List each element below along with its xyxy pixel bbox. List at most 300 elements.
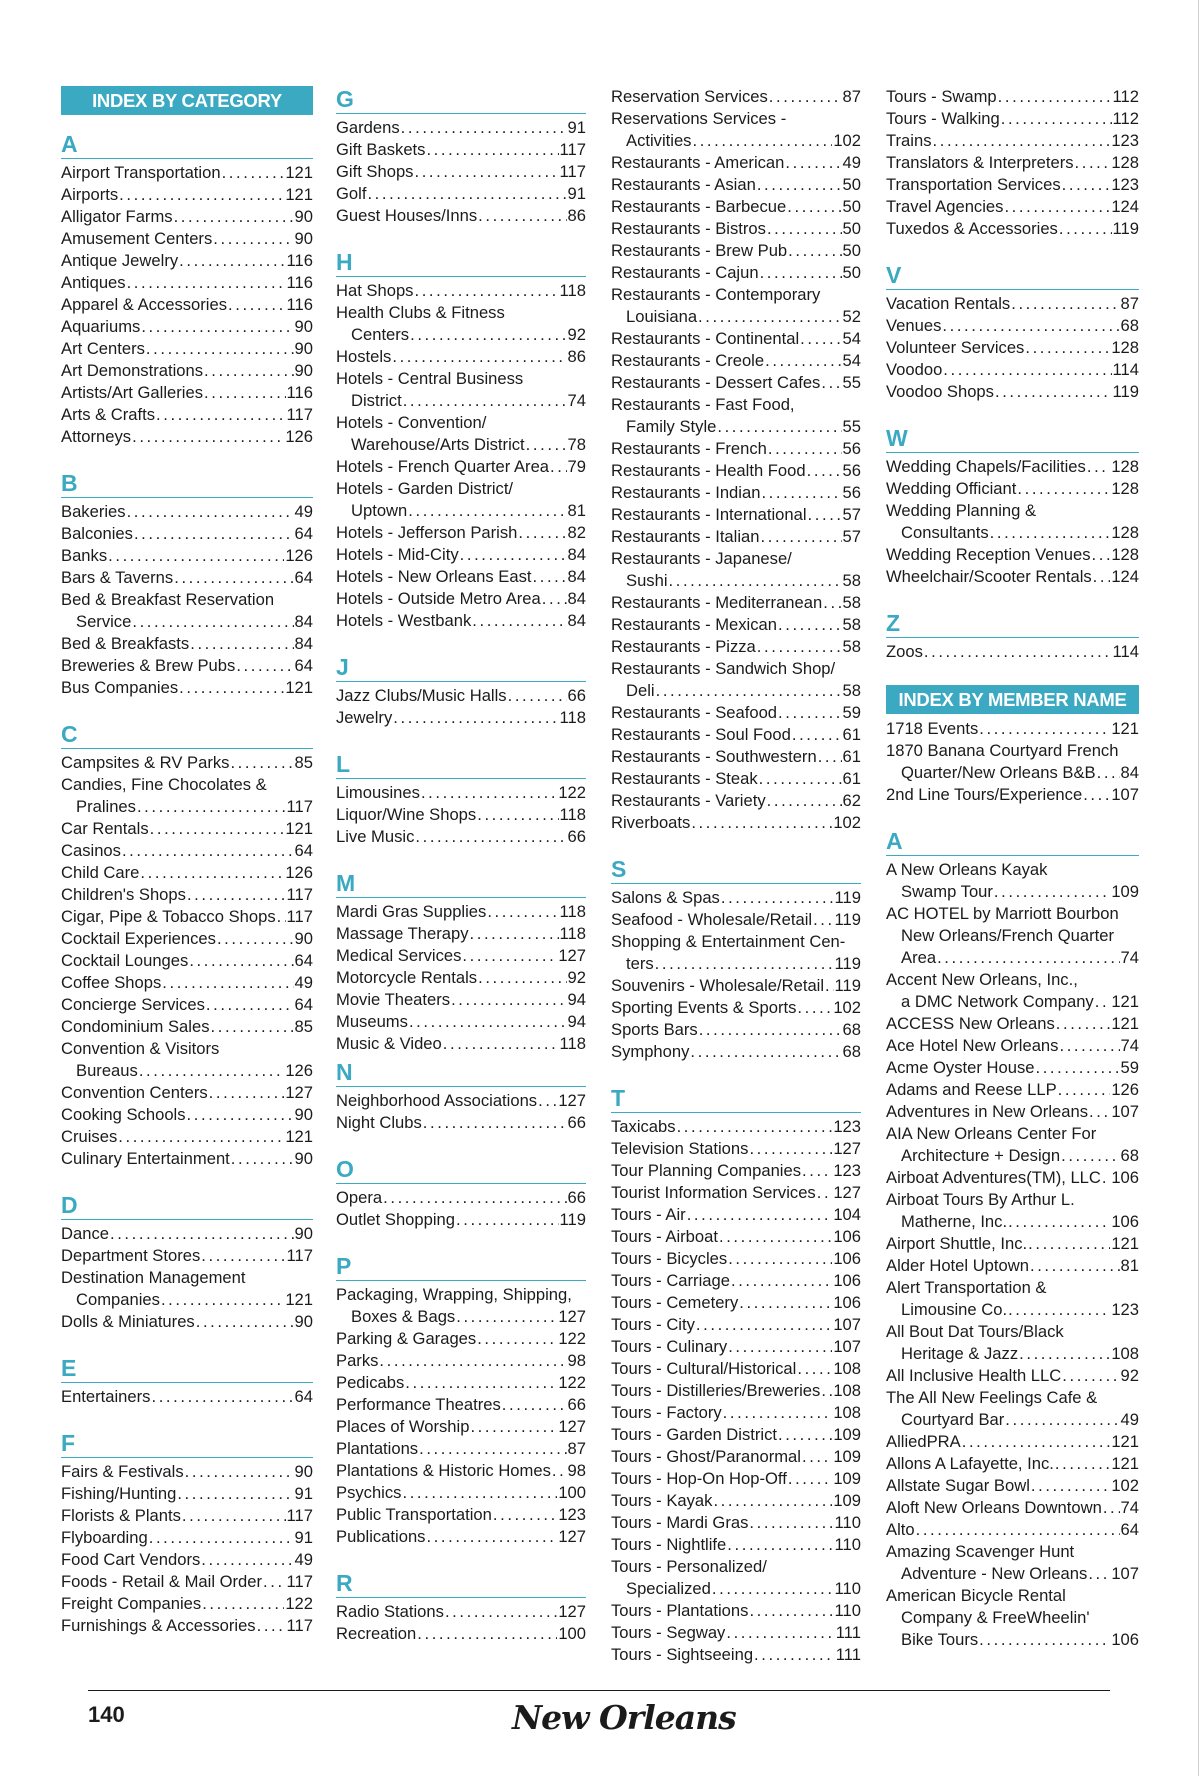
entry-row xyxy=(336,566,586,588)
entry-name: Fairs & Festivals xyxy=(61,1462,184,1481)
entry-page: 127 xyxy=(558,1307,586,1326)
entry-row xyxy=(336,989,586,1011)
dot-leader xyxy=(217,928,294,950)
index-entry xyxy=(61,1126,313,1148)
entry-name: Venues xyxy=(886,316,942,335)
dot-leader xyxy=(699,1019,842,1041)
dot-leader xyxy=(1059,218,1112,240)
index-entry xyxy=(336,804,586,826)
entry-page: 107 xyxy=(1111,1102,1139,1121)
dot-leader xyxy=(761,526,842,548)
entry-name: Parks xyxy=(336,1351,379,1370)
entry-name: Recreation xyxy=(336,1624,417,1643)
entry-row xyxy=(336,456,586,478)
entry-page: 84 xyxy=(567,589,586,608)
index-entry xyxy=(611,86,861,108)
entry-row xyxy=(886,881,1139,903)
entry-name: Allons A Lafayette, Inc. xyxy=(886,1454,1054,1473)
dot-leader xyxy=(419,1438,566,1460)
index-entry xyxy=(611,1380,861,1402)
index-entry xyxy=(61,818,313,840)
dot-leader xyxy=(162,972,293,994)
entry-name: Publications xyxy=(336,1527,426,1546)
dot-leader xyxy=(132,426,284,448)
index-entry xyxy=(886,315,1139,337)
entry-page: 64 xyxy=(294,524,313,543)
dot-leader xyxy=(723,1402,833,1424)
entry-page: 124 xyxy=(1111,567,1139,586)
entry-row xyxy=(61,1505,313,1527)
index-entry xyxy=(886,108,1139,130)
entry-name-continued: Service xyxy=(76,612,132,631)
dot-leader xyxy=(761,482,841,504)
index-entry xyxy=(611,1160,861,1182)
dot-leader xyxy=(656,680,842,702)
entry-page: 122 xyxy=(558,1329,586,1348)
dot-leader xyxy=(1088,1563,1110,1585)
entry-row xyxy=(61,206,313,228)
entry-name: Limousines xyxy=(336,783,420,802)
index-entry xyxy=(61,1038,313,1082)
entry-page: 127 xyxy=(558,1527,586,1546)
entry-row xyxy=(611,953,861,975)
entry-row xyxy=(611,482,861,504)
entry-name: Cruises xyxy=(61,1127,118,1146)
entry-page: 126 xyxy=(285,1061,313,1080)
index-entry xyxy=(61,1483,313,1505)
entry-page: 108 xyxy=(833,1381,861,1400)
index-entry xyxy=(886,566,1139,588)
entry-page: 58 xyxy=(842,637,861,656)
entry-name: Art Demonstrations xyxy=(61,361,204,380)
entry-page: 118 xyxy=(559,708,586,727)
entry-page: 66 xyxy=(567,827,586,846)
entry-name: Acme Oyster House xyxy=(886,1058,1035,1077)
entry-name: Symphony xyxy=(611,1042,690,1061)
entry-row xyxy=(611,1380,861,1402)
entry-page: 118 xyxy=(559,1034,586,1053)
entry-page: 61 xyxy=(842,747,861,766)
entry-name: Hotels - Central Business xyxy=(336,369,524,388)
index-entry xyxy=(61,338,313,360)
dot-leader xyxy=(236,655,293,677)
index-entry xyxy=(336,456,586,478)
entry-row xyxy=(336,1112,586,1134)
entry-page: 92 xyxy=(567,325,586,344)
index-entry xyxy=(611,909,861,931)
index-entry xyxy=(886,500,1139,544)
entry-page: 68 xyxy=(1120,1146,1139,1165)
index-entry xyxy=(886,1321,1139,1365)
entry-page: 92 xyxy=(567,968,586,987)
entry-row xyxy=(611,460,861,482)
dot-leader xyxy=(456,1306,557,1328)
entry-name: Voodoo Shops xyxy=(886,382,994,401)
dot-leader xyxy=(1092,544,1111,566)
entry-row xyxy=(611,812,861,834)
dot-leader xyxy=(201,1549,293,1571)
entry-name-continued: Pralines xyxy=(76,797,136,816)
dot-leader xyxy=(994,881,1110,903)
entry-row xyxy=(336,117,586,139)
dot-leader xyxy=(728,1336,832,1358)
entry-page: 117 xyxy=(286,797,313,816)
entry-row xyxy=(336,1504,586,1526)
entry-page: 128 xyxy=(1111,523,1139,542)
entry-row xyxy=(61,1571,313,1593)
entry-page: 127 xyxy=(833,1139,861,1158)
index-entry xyxy=(611,1041,861,1063)
entry-name: Shopping & Entertainment Cen- xyxy=(611,932,846,951)
entry-name: AC HOTEL by Marriott Bourbon xyxy=(886,904,1119,923)
entry-name: Restaurants - Mediterranean xyxy=(611,593,823,612)
dot-leader xyxy=(410,324,566,346)
entry-page: 114 xyxy=(1112,642,1139,661)
dot-leader xyxy=(933,130,1111,152)
entry-row xyxy=(336,1033,586,1055)
entry-row xyxy=(61,994,313,1016)
section-letter: N xyxy=(336,1059,586,1087)
entry-page: 128 xyxy=(1111,153,1139,172)
entry-row xyxy=(886,381,1139,403)
entry-page: 90 xyxy=(294,929,313,948)
dot-leader xyxy=(1005,1409,1119,1431)
entry-page: 64 xyxy=(294,656,313,675)
entry-page: 74 xyxy=(1120,1498,1139,1517)
entry-name: Sports Bars xyxy=(611,1020,698,1039)
dot-leader xyxy=(185,1461,294,1483)
section-letter: B xyxy=(61,470,313,498)
entry-name-continued: Uptown xyxy=(351,501,408,520)
entry-page: 68 xyxy=(842,1042,861,1061)
index-entry xyxy=(611,887,861,909)
entry-row xyxy=(611,130,861,152)
index-entry xyxy=(611,482,861,504)
entry-page: 117 xyxy=(559,140,586,159)
entry-name: Zoos xyxy=(886,642,923,661)
entry-name: Department Stores xyxy=(61,1246,201,1265)
index-entry xyxy=(886,1497,1139,1519)
entry-row xyxy=(61,1527,313,1549)
entry-row xyxy=(611,1358,861,1380)
dot-leader xyxy=(417,1623,557,1645)
entry-name: Jazz Clubs/Music Halls xyxy=(336,686,507,705)
entry-page: 121 xyxy=(1111,992,1139,1011)
entry-page: 108 xyxy=(833,1359,861,1378)
entry-row xyxy=(61,884,313,906)
index-entry xyxy=(611,1270,861,1292)
dot-leader xyxy=(460,544,567,566)
entry-name-continued: Architecture + Design xyxy=(901,1146,1061,1165)
index-entry xyxy=(886,859,1139,903)
entry-row xyxy=(886,315,1139,337)
dot-leader xyxy=(263,1571,286,1593)
entry-row xyxy=(336,1460,586,1482)
entry-page: 61 xyxy=(842,769,861,788)
entry-name: Outlet Shopping xyxy=(336,1210,456,1229)
index-entry xyxy=(61,1571,313,1593)
dot-leader xyxy=(392,346,566,368)
dot-leader xyxy=(1031,1475,1110,1497)
entry-name: Tour Planning Companies xyxy=(611,1161,802,1180)
index-entry xyxy=(336,901,586,923)
entry-row xyxy=(886,1167,1139,1189)
index-entry xyxy=(886,1013,1139,1035)
entry-name: Restaurants - Seafood xyxy=(611,703,778,722)
entry-page: 109 xyxy=(833,1425,861,1444)
entry-name: Dolls & Miniatures xyxy=(61,1312,195,1331)
dot-leader xyxy=(1102,1167,1110,1189)
entry-name: Tours - Kayak xyxy=(611,1491,713,1510)
entry-page: 64 xyxy=(294,951,313,970)
entry-name: Child Care xyxy=(61,863,140,882)
index-entry xyxy=(886,456,1139,478)
entry-name: Pedicabs xyxy=(336,1373,405,1392)
index-entry xyxy=(611,328,861,350)
index-entry xyxy=(611,1534,861,1556)
entry-row xyxy=(611,86,861,108)
entry-name: Tours - City xyxy=(611,1315,695,1334)
dot-leader xyxy=(713,1490,832,1512)
entry-row xyxy=(886,566,1139,588)
index-entry xyxy=(336,1504,586,1526)
dot-leader xyxy=(821,372,841,394)
index-entry xyxy=(336,1482,586,1504)
entry-name: Restaurants - Pizza xyxy=(611,637,756,656)
dot-leader xyxy=(1093,566,1111,588)
entry-page: 64 xyxy=(294,1387,313,1406)
entry-page: 104 xyxy=(833,1205,861,1224)
entry-row xyxy=(61,404,313,426)
entry-page: 50 xyxy=(842,241,861,260)
entry-name: Alto xyxy=(886,1520,915,1539)
entry-name: Car Rentals xyxy=(61,819,149,838)
entry-page: 110 xyxy=(834,1579,861,1598)
dot-leader xyxy=(174,567,293,589)
dot-leader xyxy=(502,1394,567,1416)
entry-name-continued: Warehouse/Arts District xyxy=(351,435,525,454)
entry-name: Night Clubs xyxy=(336,1113,422,1132)
dot-leader xyxy=(687,1204,833,1226)
dot-leader xyxy=(408,500,566,522)
entry-row xyxy=(886,337,1139,359)
entry-page: 106 xyxy=(1111,1168,1139,1187)
entry-name: Cooking Schools xyxy=(61,1105,186,1124)
entry-row xyxy=(886,1233,1139,1255)
entry-name: Restaurants - Barbecue xyxy=(611,197,787,216)
entry-name: Restaurants - Dessert Cafes xyxy=(611,373,821,392)
entry-row xyxy=(611,196,861,218)
entry-page: 90 xyxy=(294,317,313,336)
entry-page: 50 xyxy=(842,175,861,194)
entry-name: Arts & Crafts xyxy=(61,405,156,424)
entry-row xyxy=(611,1041,861,1063)
entry-row xyxy=(611,768,861,790)
entry-name: Culinary Entertainment xyxy=(61,1149,230,1168)
entry-page: 90 xyxy=(294,1224,313,1243)
entry-page: 56 xyxy=(842,483,861,502)
entry-page: 90 xyxy=(294,229,313,248)
dot-leader xyxy=(731,1270,832,1292)
entry-name-continued: Courtyard Bar xyxy=(901,1410,1005,1429)
entry-page: 111 xyxy=(835,1623,861,1642)
index-entry xyxy=(611,931,861,975)
index-entry xyxy=(61,862,313,884)
dot-leader xyxy=(508,685,567,707)
index-entry xyxy=(336,346,586,368)
entry-name: Hotels - New Orleans East xyxy=(336,567,532,586)
entry-page: 118 xyxy=(559,281,586,300)
entry-row xyxy=(611,1160,861,1182)
dot-leader xyxy=(655,953,834,975)
dot-leader xyxy=(1059,1035,1119,1057)
entry-row xyxy=(886,1255,1139,1277)
index-entry xyxy=(336,707,586,729)
dot-leader xyxy=(1089,1101,1110,1123)
index-entry xyxy=(886,1123,1139,1167)
entry-row xyxy=(61,501,313,523)
index-entry xyxy=(611,1600,861,1622)
index-entry xyxy=(61,382,313,404)
dot-leader xyxy=(769,86,842,108)
entry-page: 84 xyxy=(294,634,313,653)
dot-leader xyxy=(979,1629,1110,1651)
index-entry xyxy=(611,152,861,174)
dot-leader xyxy=(228,294,286,316)
index-entry xyxy=(886,1541,1139,1585)
entry-page: 49 xyxy=(294,973,313,992)
entry-row xyxy=(336,1328,586,1350)
entry-name: Salons & Spas xyxy=(611,888,720,907)
entry-row xyxy=(886,1431,1139,1453)
entry-name: Adventures in New Orleans xyxy=(886,1102,1088,1121)
entry-page: 84 xyxy=(1120,763,1139,782)
entry-page: 117 xyxy=(286,907,313,926)
entry-page: 119 xyxy=(834,910,861,929)
index-entry xyxy=(611,1336,861,1358)
entry-name: Restaurants - Variety xyxy=(611,791,766,810)
entry-row xyxy=(61,928,313,950)
entry-page: 121 xyxy=(1111,1014,1139,1033)
entry-page: 74 xyxy=(1120,1036,1139,1055)
index-entry xyxy=(886,544,1139,566)
dot-leader xyxy=(209,1082,285,1104)
index-entry xyxy=(61,1461,313,1483)
dot-leader xyxy=(1062,1365,1119,1387)
entry-row xyxy=(611,1446,861,1468)
entry-page: 123 xyxy=(1111,175,1139,194)
dot-leader xyxy=(818,746,842,768)
index-entry xyxy=(886,359,1139,381)
entry-page: 108 xyxy=(833,1403,861,1422)
index-entry xyxy=(336,522,586,544)
entry-name-continued: a DMC Network Company xyxy=(901,992,1094,1011)
entry-name: Gift Shops xyxy=(336,162,414,181)
entry-row xyxy=(611,680,861,702)
entry-row xyxy=(61,184,313,206)
dot-leader xyxy=(423,1112,567,1134)
index-entry xyxy=(886,130,1139,152)
entry-page: 74 xyxy=(567,391,586,410)
section-letter: M xyxy=(336,870,586,898)
entry-page: 85 xyxy=(294,753,313,772)
entry-page: 110 xyxy=(834,1513,861,1532)
index-entry xyxy=(611,218,861,240)
entry-row xyxy=(61,972,313,994)
section-spacer xyxy=(886,663,1139,685)
index-entry xyxy=(886,337,1139,359)
index-entry xyxy=(611,592,861,614)
entry-row xyxy=(886,544,1139,566)
entry-row xyxy=(611,416,861,438)
entry-name: AlliedPRA xyxy=(886,1432,961,1451)
entry-page: 98 xyxy=(567,1461,586,1480)
entry-name: Tours - Plantations xyxy=(611,1601,749,1620)
entry-row xyxy=(336,967,586,989)
entry-row xyxy=(611,702,861,724)
entry-page: 102 xyxy=(833,131,861,150)
entry-row xyxy=(611,372,861,394)
entry-row xyxy=(611,790,861,812)
entry-name: Cigar, Pipe & Tobacco Shops xyxy=(61,907,276,926)
entry-page: 55 xyxy=(842,417,861,436)
entry-name: Tours - Hop-On Hop-Off xyxy=(611,1469,787,1488)
entry-row xyxy=(336,610,586,632)
entry-name: Museums xyxy=(336,1012,408,1031)
entry-page: 59 xyxy=(1120,1058,1139,1077)
index-entry xyxy=(61,950,313,972)
entry-name: Golf xyxy=(336,184,367,203)
entry-page: 98 xyxy=(567,1351,586,1370)
entry-name: Restaurants - Indian xyxy=(611,483,761,502)
entry-row xyxy=(611,1402,861,1424)
entry-row xyxy=(611,592,861,614)
dot-leader xyxy=(409,1011,567,1033)
entry-row xyxy=(611,1512,861,1534)
entry-page: 74 xyxy=(1120,948,1139,967)
index-entry xyxy=(611,1402,861,1424)
entry-page: 84 xyxy=(567,567,586,586)
dot-leader xyxy=(122,840,294,862)
entry-row xyxy=(61,752,313,774)
entry-name: Tours - Mardi Gras xyxy=(611,1513,749,1532)
entry-page: 82 xyxy=(567,523,586,542)
entry-row xyxy=(61,250,313,272)
section-letter: W xyxy=(886,425,1139,453)
entry-row xyxy=(611,724,861,746)
entry-row xyxy=(61,360,313,382)
entry-name: Tours - Swamp xyxy=(886,87,997,106)
index-entry xyxy=(611,702,861,724)
index-entry xyxy=(336,368,586,412)
index-entry xyxy=(336,610,586,632)
index-entry xyxy=(336,685,586,707)
entry-name: Music & Video xyxy=(336,1034,442,1053)
entry-row xyxy=(886,1453,1139,1475)
entry-page: 128 xyxy=(1111,338,1139,357)
entry-name: Tours - Segway xyxy=(611,1623,726,1642)
index-column-1 xyxy=(61,86,313,1637)
entry-row xyxy=(886,1519,1139,1541)
entry-row xyxy=(61,633,313,655)
entry-page: 117 xyxy=(286,405,313,424)
entry-row xyxy=(61,1593,313,1615)
section-letter: G xyxy=(336,86,586,114)
dot-leader xyxy=(222,162,285,184)
section-letter: H xyxy=(336,249,586,277)
entry-row xyxy=(611,262,861,284)
dot-leader xyxy=(1017,478,1110,500)
